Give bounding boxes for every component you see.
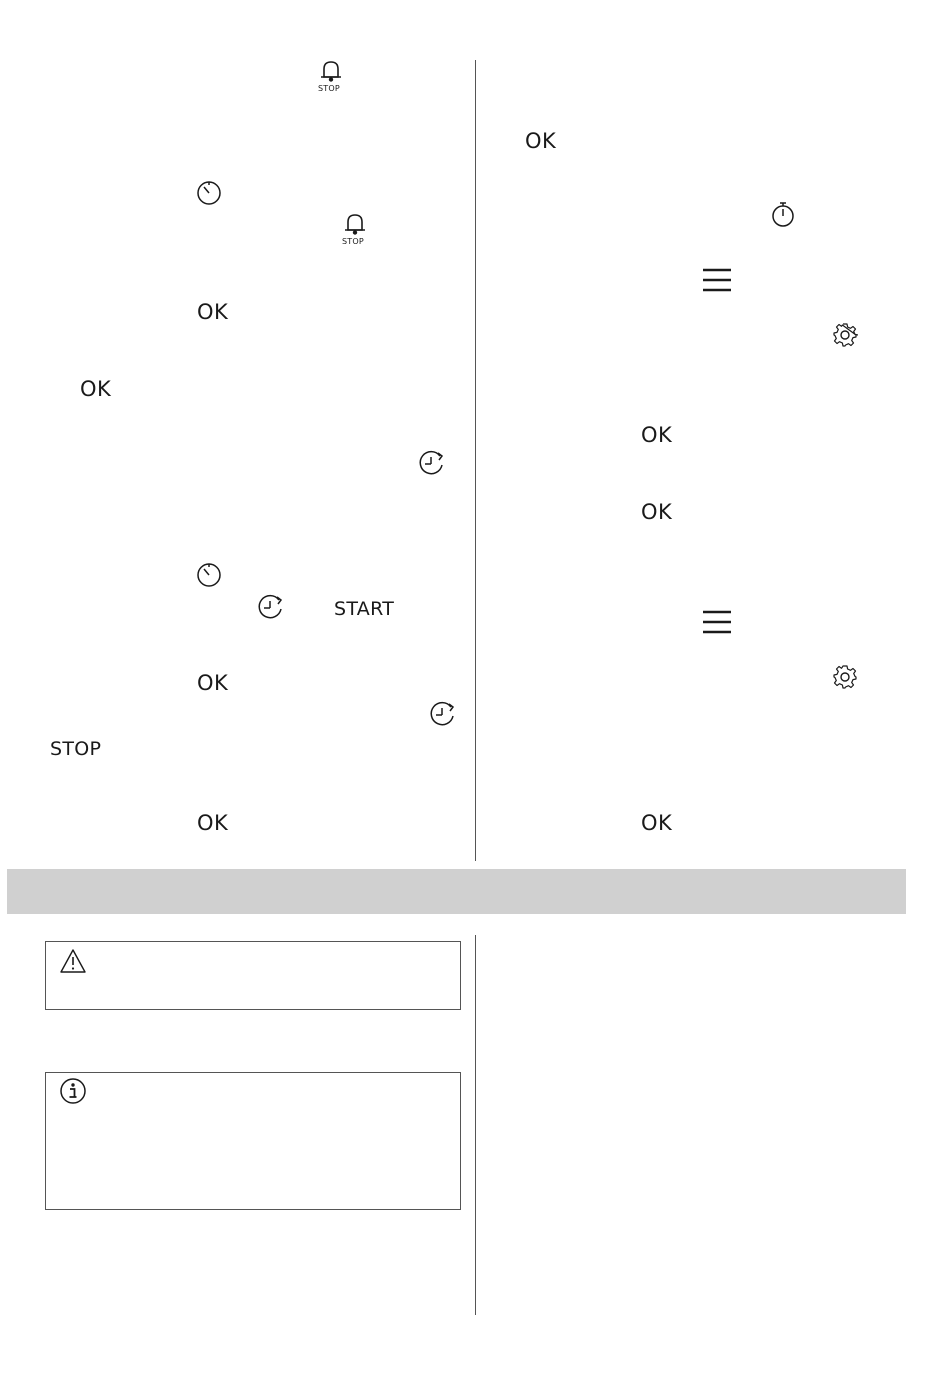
info-icon [59,1077,87,1105]
delayed-start-icon [257,593,287,621]
ok-label: OK [641,811,673,835]
warning-icon [59,948,87,974]
ok-label: OK [197,300,229,324]
timer-dial-icon [196,562,222,588]
bell-stop-caption: STOP [342,237,364,246]
menu-icon [702,609,732,635]
ok-label: OK [641,500,673,524]
warning-box [45,941,461,1010]
settings-gear-icon [832,664,858,690]
stop-label: STOP [50,738,102,760]
delayed-start-icon [429,700,459,728]
section-banner [7,869,906,914]
stopwatch-icon [770,201,796,229]
ok-label: OK [525,129,557,153]
timer-dial-icon [196,180,222,206]
column-divider-top [475,60,476,861]
bell-stop-caption: STOP [318,84,340,93]
delayed-start-icon [418,449,448,477]
menu-icon [702,267,732,293]
ok-label: OK [80,377,112,401]
ok-label: OK [197,671,229,695]
ok-label: OK [197,811,229,835]
column-divider-bottom [475,935,476,1315]
info-box [45,1072,461,1210]
ok-label: OK [641,423,673,447]
settings-gear-icon [832,322,858,348]
start-label: START [334,598,395,620]
bell-stop-icon [315,58,347,96]
bell-stop-icon [339,211,371,249]
